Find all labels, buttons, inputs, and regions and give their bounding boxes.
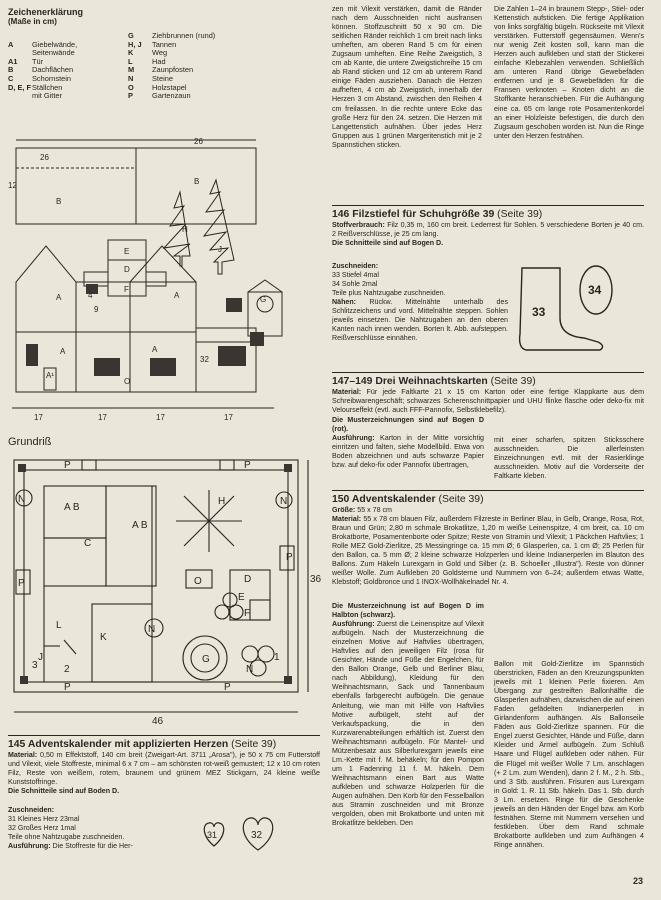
hearts-illustration bbox=[200, 812, 290, 852]
legend-row: K Weg bbox=[128, 48, 168, 58]
legend-row: H, J Tannen bbox=[128, 39, 177, 49]
dim-1: 1 bbox=[274, 652, 280, 663]
legend-row: C Schornstein bbox=[8, 73, 72, 83]
svg-text:P: P bbox=[286, 552, 293, 563]
svg-text:H: H bbox=[218, 496, 226, 507]
legend-row: G Ziehbrunnen (rund) bbox=[128, 31, 216, 40]
svg-text:F: F bbox=[244, 608, 251, 619]
svg-text:K: K bbox=[100, 632, 107, 643]
svg-text:P: P bbox=[18, 578, 25, 589]
column-mid-top-text: zen mit Vilexit verstärken, damit die Ränder nach dem Ausschneiden nicht ausfransen können. Stoffzuschnitt 50 x 90 cm. Die seitlichen Ränder reichlich 1 cm breit nach links umheften, am oberen Rand 5 cm für einen Zugsaum umheften. Eine Reihe Zweigstich, 3 cm ab Kante, die untere Zweigstichreihe 15 cm ab Rand sticken und 12 cm ab unterem Rand einige Fäden ausziehen. Danach die Herzen aufheften, 4 cm ab Zweigstich, innerhalb der Herzen 3 cm Abstand, zwischen den Reihen 4 cm freilassen. In die rechte untere Ecke das große Herz für den 24. setzen. Die Herzen mit Langettenstich aufnähen. Über jedes Herz Gruppen aus 1 grünen Margeritenstich mit je 2 Spannstichen sticken. bbox=[332, 5, 482, 149]
boot-piece-number: 33 bbox=[532, 305, 546, 319]
svg-text:N: N bbox=[148, 624, 156, 635]
small-heart-number: 31 bbox=[207, 830, 218, 840]
legend-left-column bbox=[8, 32, 128, 101]
dim-17-c: 17 bbox=[156, 413, 165, 422]
dim-9: 9 bbox=[94, 305, 99, 314]
section-146-heading: 146 Filzstiefel für Schuhgröße 39 (Seite 39) bbox=[332, 209, 543, 220]
svg-text:A B: A B bbox=[64, 502, 80, 513]
legend-row: B Dachflächen bbox=[8, 65, 74, 75]
dim-26-right: 26 bbox=[194, 137, 203, 146]
svg-text:F: F bbox=[124, 285, 129, 294]
svg-text:H: H bbox=[182, 225, 188, 234]
legend-row: O Holzstapel bbox=[128, 82, 187, 92]
svg-text:B: B bbox=[56, 197, 62, 206]
sole-piece-number: 34 bbox=[588, 283, 602, 297]
divider bbox=[332, 490, 644, 491]
divider bbox=[332, 372, 644, 373]
svg-text:B: B bbox=[194, 177, 200, 186]
page-number: 23 bbox=[632, 876, 643, 886]
dim-3: 3 bbox=[32, 660, 38, 671]
section-146: 146 Filzstiefel für Schuhgröße 39 (Seite 39) Stoffverbrauch: Filz 0,35 m, 160 cm breit. Lederrest für Sohlen. 5 verschiedene Borten je 40 cm. 2 Reißverschlüsse, je 25 cm lang. Die Schnitteile sind auf Bogen D. bbox=[332, 209, 644, 248]
section-150-left: Die Musterzeichnung ist auf Bogen D im Halbton (schwarz). Ausführung: Zuerst die Leinenspitze auf Vilexit aufbügeln. Nach der Musterzeichnung die einzelnen Motive auf Haftvlies übertragen, Haftvlies auf den jeweiligen Filz (rosa für Gesichter, Hände und Füße der Engelchen, für den Ballon Orange, Gelb und Berliner Blau, nach Abbildung), Kleidung für den Weihnachtsmann, Sack und Tannenbaum ebenfalls farbgerecht aufbügeln. Die genaue Anleitung, wie man mit Hilfe von Haftvlies Motive aufbügelt, steht auf der Verkaufspackung, die in den Kurzwarenabteilungen erhältlich ist. Zuerst den Weihnachtsmann aufbügeln. Für Mantel- und Mützenbesatz aus Silberlurexgarn jeweils eine Lm.-Kette mit f. M. behäkeln; für den Pompon um 1 Fadenring 11 f. M. häkeln. Dem Weihnachtsmann einen Bart aus Watte aufkleben und schwarze Holzperlen für die Augen aufnähen. Den Korb für den Fesselballon aus Stramin zuschneiden und mit Bronze vergolden, oben mit Brokatborte und unten mit Brokatlitze bekleben. Den bbox=[332, 602, 484, 828]
svg-text:A: A bbox=[174, 291, 180, 300]
legend-row: N Steine bbox=[128, 73, 173, 83]
svg-text:P: P bbox=[64, 460, 71, 471]
section-150-right: Ballon mit Gold-Zierlitze im Spannstich überstricken, Fäden an den Kreuzungspunkten jeweils mit 1 kleinen Perle fixieren. Am Übergang zur gestreiften Ballonhälfte die Glasperlen aufnähen, dazwischen die auf einen Faden gefädelten Indianerperlen in Girlandenform aufhängen. Als Ballonseile Fäden aus Gold-Zierlitze spannen. Für die Engel zuerst Gesichter, Hände und Füße, dann Kleider und Ärmel aufbügeln. Zum Schluß Haare und Flügel aufkleben oder nähen. Für die Flügel mit weißer Wolle 7 Lm. anschlagen (+ 2 Lm. zum Wenden), dann 2 f. M., 2 h. Stb., und 3 Stb. ausführen. Frisuren aus Lurexgarn in Gold: 1. R. 11 Stb. häkeln. Das 1. Stb. durch 3 Lm. ersetzen. Ringe für die Geschenke jeweils an den Händen der Engel bzw. am Korb festnähen. Sterne mit Nummern versehen und festkleben. Über dem Rand schmale Brokatborte aufkleben und zum Aufhängen 4 Ringe annähen. bbox=[494, 660, 644, 849]
svg-text:A B: A B bbox=[132, 520, 148, 531]
boot-pattern-illustration bbox=[514, 262, 624, 352]
svg-text:A¹: A¹ bbox=[46, 371, 54, 380]
svg-text:N: N bbox=[246, 664, 254, 675]
svg-text:P: P bbox=[224, 682, 231, 693]
svg-text:A: A bbox=[60, 347, 66, 356]
section-147-heading: 147–149 Drei Weihnachtskarten (Seite 39) bbox=[332, 376, 536, 387]
legend-row: L Had bbox=[128, 56, 166, 66]
house-pattern-diagram bbox=[4, 132, 314, 432]
roof-panel-b-right bbox=[136, 148, 256, 224]
divider bbox=[8, 735, 320, 736]
svg-text:N: N bbox=[18, 494, 26, 505]
legend-row: Seitenwände bbox=[32, 48, 75, 58]
legend-row: P Gartenzaun bbox=[128, 91, 191, 101]
svg-text:D: D bbox=[244, 574, 252, 585]
section-145-body: Zuschneiden: 31 Kleines Herz 23mal 32 Großes Herz 1mal Teile ohne Nahtzugabe zuschneiden. Ausführung: Die Stoffreste für die Her- bbox=[8, 806, 133, 851]
section-147-left: Die Musterzeichnungen sind auf Bogen D (rot). Ausführung: Karton in der Mitte vorsichtig einritzen und falten, siehe Modellbild. Etwa von Boden abzeichnen und aufs schwarze Papier bzw. auf deko-fix oder Pannofix übertragen, bbox=[332, 416, 484, 470]
dim-26-left: 26 bbox=[40, 153, 49, 162]
dim-46: 46 bbox=[152, 716, 164, 727]
section-150: 150 Adventskalender (Seite 39) Größe: 55 x 78 cm Material: 55 x 78 cm blauen Filz, außerdem Filzreste in Berliner Blau, in Gelb, Orange, Rosa, Rot, Braun und Grün; 2,80 m schmale Brokatlitze, 1,20 m weiße Leinenspitze, 4 cm breit, ca. 10 cm Brokatborte, Posamentenborte oder Spitze; Reste von Stramin und Vilexit; 1 Päckchen Haftvlies; 1 Rolle MEZ Gold-Zierlitze, 25 Messingringe ca. 15 mm Ø; 6 Glasperlen, ca. 1 cm Ø; 25 Perlen für den Ballon, ca. 5 mm Ø; 2 kleine schwarze Holzperlen und kleine Indianerperlen im Blauton des Ballons. Zum Häkeln Lurexgarn in Gold und Silber (z. B. Schoeller „Illustra"). Reste von dünner weißer Wolle. Zum Aufkleben 20 Goldsterne und Nummern von 6–24; außerdem etwas Watte, Klebstoff; Goldbronce und 1 INOX-Wollhäkelnadel Nr. 4. bbox=[332, 494, 644, 587]
section-150-heading: 150 Adventskalender (Seite 39) bbox=[332, 494, 484, 505]
roof-panel-b-left bbox=[16, 148, 136, 224]
svg-text:P: P bbox=[64, 682, 71, 693]
legend-title: Zeichenerklärung bbox=[8, 7, 84, 17]
section-145-heading: 145 Adventskalender mit applizierten Herzen (Seite 39) bbox=[8, 739, 277, 750]
dim-17-d: 17 bbox=[224, 413, 233, 422]
svg-text:G: G bbox=[202, 654, 210, 665]
legend-row: D, E, F Ställchen bbox=[8, 82, 63, 92]
svg-text:N: N bbox=[280, 496, 288, 507]
svg-text:E: E bbox=[238, 592, 245, 603]
legend-row: M Zaunpfosten bbox=[128, 65, 194, 75]
legend-row: A Giebelwände, bbox=[8, 39, 78, 49]
svg-text:J: J bbox=[218, 245, 222, 254]
svg-text:P: P bbox=[244, 460, 251, 471]
floor-plan-diagram bbox=[4, 450, 320, 730]
svg-text:G: G bbox=[260, 295, 267, 304]
section-147-149: 147–149 Drei Weihnachtskarten (Seite 39) Material: Für jede Faltkarte 21 x 15 cm Karton oder eine fertige Klappkarte aus dem Schreibwarengeschäft; schwarzes Scherenschnittpapier und UHU flinke flasche oder deko-fix mit Velourseffekt (evtl. auch FFF-Pannofix, Selbstklebefilz). bbox=[332, 376, 644, 415]
svg-text:D: D bbox=[124, 265, 130, 274]
gable-wall-a bbox=[16, 246, 76, 332]
legend-row: A1 Tür bbox=[8, 56, 44, 66]
column-right-top-text: Die Zahlen 1–24 in braunem Stepp-, Stiel- oder Kettenstich aufsticken. Die fertige Applikation von links sorgfältig bügeln. Rückseite mit Vilexit verstärken. Futterstoff gegensäumen. Wenn's nur wenig Zeit kosten soll, kann man die Herzen auch aufkleben und statt der Stickerei einfache Klebezahlen verwenden. Schließlich am unteren Rand übrige Gewebefäden entfernen und je 8 Gewebefäden für die Fransen verknoten – Knoten dicht an die Stoffkante heranschieben. Für die Aufhängung eine ca. 65 cm lange rote Posamentenkordel an einer Holzleiste befestigen, die durch den Zugsaum geschoben worden ist. Nun die Ringe unter den Herzen festnähen. bbox=[494, 5, 644, 140]
svg-text:A: A bbox=[152, 345, 158, 354]
dim-4: 4 bbox=[88, 291, 93, 300]
legend bbox=[8, 7, 258, 101]
section-147-right: mit einer scharfen, spitzen Sticksschere ausschneiden. Die allerfeinsten Einzeichnungen evtl. mit der Rasierklinge ausschneiden. Motiv auf die Vorderseite der Faltkarte kleben. bbox=[494, 436, 644, 481]
svg-text:A: A bbox=[56, 293, 62, 302]
dim-12: 12 bbox=[8, 181, 17, 190]
divider bbox=[332, 205, 644, 206]
legend-subtitle: (Maße in cm) bbox=[8, 17, 57, 26]
section-146-body: Zuschneiden: 33 Stiefel 4mal 34 Sohle 2mal Teile plus Nahtzugabe zuschneiden. Nähen: Rückw. Mittelnähte unterhalb des Schlitzzeichens und vord. Mittelnähte steppen. Sohlen jeweils einsetzen. Die Nahtzugaben an den oberen Kanten nach innen wenden. Borten lt. Abb. aufsteppen. Reißverschlüsse einnähen. bbox=[332, 262, 508, 343]
dim-17-a: 17 bbox=[34, 413, 43, 422]
section-145: 145 Adventskalender mit applizierten Herzen (Seite 39) Material: 0,50 m Effektstoff, 140 cm breit (Zweigart-Art. 3711 „Arosa"), je 50 x 75 cm Futterstoff und Vilexit, viele Stoffreste, minimal 6 x 7 cm – am schönsten rot-weiß gemustert; 12 x 10 cm roten Filz, Reste von weißem, rotem, braunem und grünem MEZ Stickgarn, 24 kleine weiße Kunststoffringe. Die Schnitteile sind auf Boden D. bbox=[8, 739, 320, 796]
dim-32: 32 bbox=[200, 355, 209, 364]
svg-text:E: E bbox=[124, 247, 130, 256]
svg-text:O: O bbox=[124, 377, 131, 386]
large-heart-number: 32 bbox=[251, 830, 263, 841]
svg-text:O: O bbox=[194, 576, 202, 587]
svg-text:J: J bbox=[38, 652, 43, 663]
svg-text:L: L bbox=[56, 620, 62, 631]
floor-plan-title: Grundriß bbox=[8, 436, 52, 448]
dim-36: 36 bbox=[310, 574, 322, 585]
dim-17-b: 17 bbox=[98, 413, 107, 422]
svg-text:C: C bbox=[84, 538, 92, 549]
legend-right-column bbox=[128, 32, 258, 101]
legend-row: mit Gitter bbox=[32, 91, 62, 101]
dim-2: 2 bbox=[64, 664, 70, 675]
